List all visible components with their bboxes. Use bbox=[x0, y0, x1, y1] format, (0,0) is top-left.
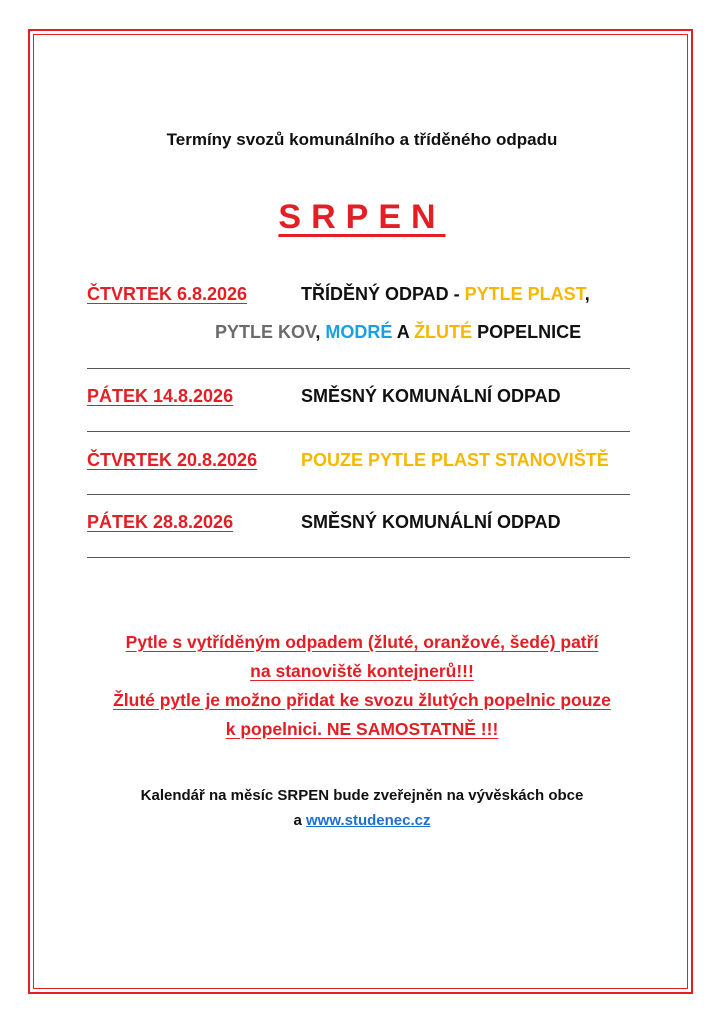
schedule-date-2: PÁTEK 14.8.2026 bbox=[87, 386, 234, 406]
page-title: Termíny svozů komunálního a tříděného odpadu bbox=[166, 130, 558, 149]
schedule-date-1: ČTVRTEK 6.8.2026 bbox=[87, 284, 248, 304]
schedule-desc-2: SMĚSNÝ KOMUNÁLNÍ ODPAD bbox=[301, 386, 561, 406]
divider bbox=[87, 494, 630, 495]
schedule-date-4: PÁTEK 28.8.2026 bbox=[87, 512, 234, 532]
desc-popelnice: POPELNICE bbox=[472, 322, 582, 342]
schedule-desc-4: SMĚSNÝ KOMUNÁLNÍ ODPAD bbox=[301, 512, 561, 532]
desc-yellow-zlute: ŽLUTÉ bbox=[414, 322, 473, 342]
desc-blue-modre: MODRÉ bbox=[325, 322, 393, 342]
schedule-desc-3: POUZE PYTLE PLAST STANOVIŠTĚ bbox=[301, 450, 609, 470]
notice-line-3: Žluté pytle je možno přidat ke svozu žlutých popelnic pouze bbox=[113, 690, 611, 710]
notice-line-2: na stanoviště kontejnerů!!! bbox=[250, 661, 474, 681]
desc-comma: , bbox=[584, 284, 590, 304]
divider bbox=[87, 557, 630, 558]
notice-line-4: k popelnici. NE SAMOSTATNĚ !!! bbox=[225, 719, 499, 739]
footer-line-1: Kalendář na měsíc SRPEN bude zveřejněn na vývěskách obce bbox=[140, 787, 584, 804]
notice-line-1: Pytle s vytříděným odpadem (žluté, oranžové, šedé) patří bbox=[125, 632, 599, 652]
desc-text: TŘÍDĚNÝ ODPAD - bbox=[301, 284, 465, 304]
divider bbox=[87, 431, 630, 432]
footer-line-2 bbox=[0, 812, 724, 829]
divider bbox=[87, 368, 630, 369]
website-link[interactable]: www.studenec.cz bbox=[306, 812, 431, 829]
schedule-date-3: ČTVRTEK 20.8.2026 bbox=[87, 450, 258, 470]
desc-yellow-plast: PYTLE PLAST bbox=[464, 284, 585, 304]
desc-comma: , bbox=[315, 322, 326, 342]
desc-and: A bbox=[392, 322, 415, 342]
schedule-desc-1-line1 bbox=[301, 284, 590, 305]
month-heading: SRPEN bbox=[278, 198, 446, 236]
footer-prefix: a bbox=[293, 812, 307, 829]
desc-gray-kov: PYTLE KOV bbox=[215, 322, 316, 342]
schedule-desc-1-line2 bbox=[215, 322, 581, 343]
